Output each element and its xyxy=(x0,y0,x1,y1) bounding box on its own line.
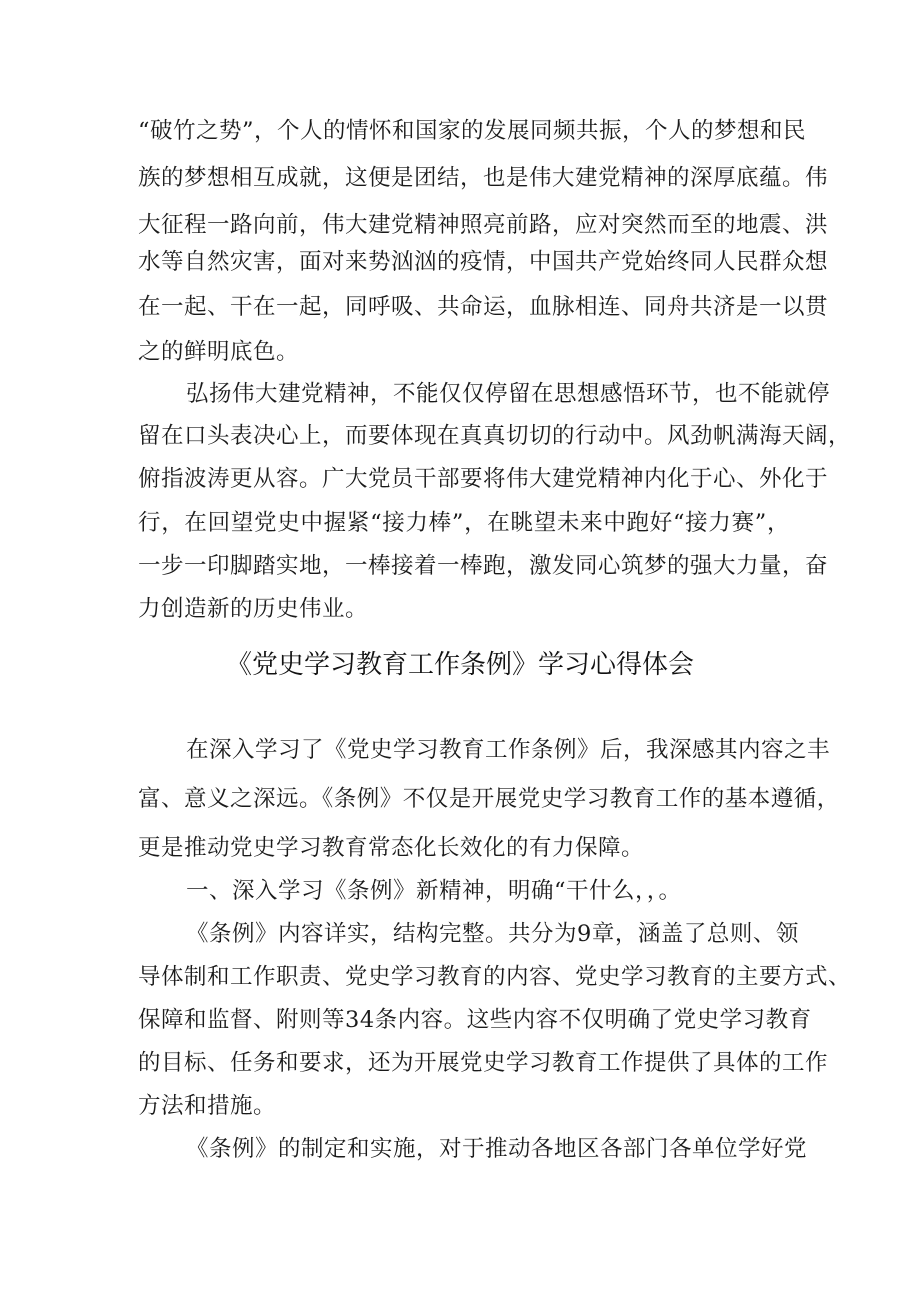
paragraph-3-line-2: 富、意义之深远。《条例》不仅是开展党史学习教育工作的基本遵循， xyxy=(138,786,840,812)
paragraph-1-line-6: 之的鲜明底色。 xyxy=(138,339,300,365)
paragraph-5-line-4: 的目标、任务和要求，还为开展党史学习教育工作提供了具体的工作 xyxy=(138,1050,829,1076)
paragraph-1-line-4: 水等自然灾害，面对来势汹汹的疫情，中国共产党始终同人民群众想 xyxy=(138,249,829,275)
paragraph-2-line-1: 弘扬伟大建党精神，不能仅仅停留在思想感悟环节，也不能就停 xyxy=(186,381,831,407)
paragraph-5-line-1: 《条例》内容详实，结构完整。共分为9章，涵盖了总则、领 xyxy=(186,921,799,947)
paragraph-2-line-4: 行，在回望党史中握紧“接力棒”，在眺望未来中跑好“接力赛”， xyxy=(138,510,790,536)
paragraph-3-line-3: 更是推动党史学习教育常态化长效化的有力保障。 xyxy=(138,835,645,861)
paragraph-1-line-3: 大征程一路向前，伟大建党精神照亮前路，应对突然而至的地震、洪 xyxy=(138,212,829,238)
paragraph-2-line-6: 力创造新的历史伟业。 xyxy=(138,596,369,622)
paragraph-2-line-2: 留在口头表决心上，而要体现在真真切切的行动中。风劲帆满海天阔， xyxy=(138,423,852,449)
paragraph-5-line-3: 保障和监督、附则等34条内容。这些内容不仅明确了党史学习教育 xyxy=(138,1007,812,1033)
article-title: 《党史学习教育工作条例》学习心得体会 xyxy=(225,650,694,680)
paragraph-3-line-1: 在深入学习了《党史学习教育工作条例》后，我深感其内容之丰 xyxy=(186,737,831,763)
paragraph-1-line-5: 在一起、干在一起，同呼吸、共命运，血脉相连、同舟共济是一以贯 xyxy=(138,294,829,320)
paragraph-2-line-3: 俯指波涛更从容。广大党员干部要将伟大建党精神内化于心、外化于 xyxy=(138,466,829,492)
paragraph-1-line-1: “破竹之势”，个人的情怀和国家的发展同频共振，个人的梦想和民 xyxy=(138,118,807,144)
paragraph-6-line-1: 《条例》的制定和实施，对于推动各地区各部门各单位学好党 xyxy=(186,1136,808,1162)
paragraph-5-line-5: 方法和措施。 xyxy=(138,1093,277,1119)
paragraph-5-line-2: 导体制和工作职责、党史学习教育的内容、党史学习教育的主要方式、 xyxy=(138,964,852,990)
paragraph-1-line-2: 族的梦想相互成就，这便是团结，也是伟大建党精神的深厚底蕴。伟 xyxy=(138,165,829,191)
paragraph-2-line-5: 一步一印脚踏实地，一棒接着一棒跑，激发同心筑梦的强大力量，奋 xyxy=(138,553,829,579)
section-heading-1: 一、深入学习《条例》新精神，明确“干什么，，。 xyxy=(186,878,682,904)
